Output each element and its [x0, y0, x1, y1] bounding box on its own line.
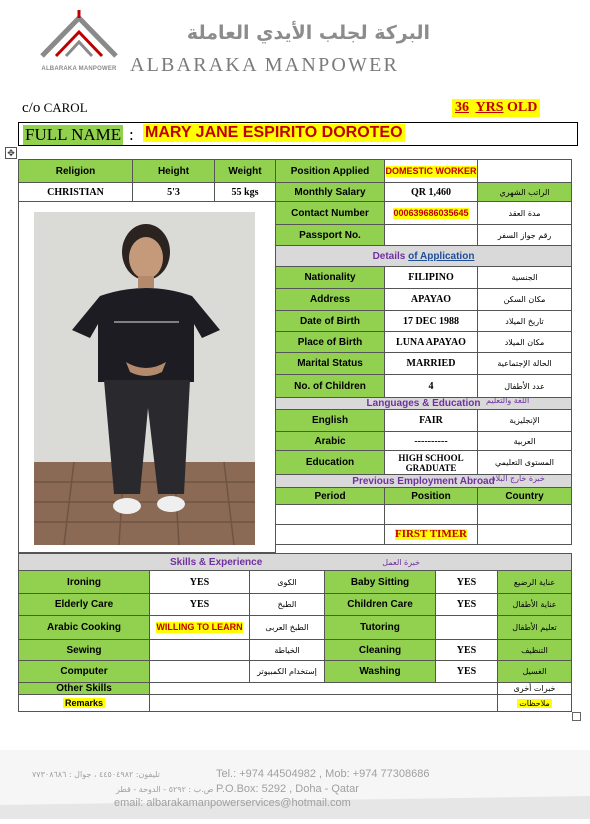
care-of-name: CAROL	[43, 100, 88, 115]
skill-washing-value: YES	[435, 660, 498, 683]
address-value: APAYAO	[384, 288, 478, 311]
position-applied-ar-cell	[477, 159, 572, 183]
education-label: Education	[275, 450, 385, 475]
nationality-ar: الجنسية	[477, 266, 572, 289]
skill-tutoring-label: Tutoring	[324, 615, 436, 640]
date-of-birth-value: 17 DEC 1988	[384, 310, 478, 332]
arabic-label: Arabic	[275, 431, 385, 451]
passport-ar: رقم جواز السفر	[477, 224, 572, 246]
skill-cleaning-value: YES	[435, 639, 498, 661]
skill-ironing-value: YES	[149, 570, 250, 594]
skill-cleaning-ar: التنظيف	[497, 639, 572, 661]
english-value: FAIR	[384, 409, 478, 432]
company-name-arabic: البركة لجلب الأيدي العاملة	[186, 22, 430, 44]
languages-header-label: Languages & Education	[366, 398, 481, 409]
details-header-suffix: of Application	[408, 250, 475, 262]
willing-to-learn-note: WILLING TO LEARN	[156, 622, 243, 632]
skill-washing-ar: الغسيل	[497, 660, 572, 683]
place-of-birth-ar: مكان الميلاد	[477, 331, 572, 353]
skill-children-care-label: Children Care	[324, 593, 436, 616]
skill-baby-sitting-value: YES	[435, 570, 498, 594]
marital-status-ar: الحالة الإجتماعية	[477, 352, 572, 375]
first-timer-note: FIRST TIMER	[394, 528, 468, 540]
footer-po: P.O.Box: 5292 , Doha - Qatar	[216, 783, 359, 795]
education-ar: المستوى التعليمي	[477, 450, 572, 475]
employment-period-1	[275, 504, 385, 525]
religion-value: CHRISTIAN	[18, 182, 133, 202]
country-column-header: Country	[477, 487, 572, 505]
skill-baby-sitting-label: Baby Sitting	[324, 570, 436, 594]
skill-tutoring-ar: تعليم الأطفال	[497, 615, 572, 640]
marital-status-label: Marital Status	[275, 352, 385, 375]
skill-sewing-value	[149, 639, 250, 661]
weight-value: 55 kgs	[214, 182, 276, 202]
nationality-value: FILIPINO	[384, 266, 478, 289]
footer-arabic-phone: تليفون: ٤٤٥٠٤٩٨٢ ، جوال : ٧٧٣٠٨٦٨٦	[32, 770, 160, 779]
age-unit: YRS	[475, 100, 504, 115]
remarks-value	[149, 694, 498, 712]
arabic-value: ----------	[384, 431, 478, 451]
skills-header-label: Skills & Experience	[170, 556, 263, 568]
skill-elderly-care-ar: الطبخ	[249, 593, 325, 616]
address-ar: مكان السكن	[477, 288, 572, 311]
skills-header	[18, 553, 572, 571]
employment-header-ar: خبرة خارج البلاد	[492, 474, 545, 483]
age-number: 36	[455, 100, 469, 115]
weight-label: Weight	[214, 159, 276, 183]
skill-children-care-ar: عناية الأطفال	[497, 593, 572, 616]
age-badge	[452, 99, 540, 117]
period-column-header: Period	[275, 487, 385, 505]
footer-tel: Tel.: +974 44504982 , Mob: +974 77308686	[216, 768, 430, 780]
skill-elderly-care-label: Elderly Care	[18, 593, 150, 616]
skill-arabic-cooking-label: Arabic Cooking	[18, 615, 150, 640]
footer-email: email: albarakamanpowerservices@hotmail.com	[114, 797, 351, 809]
employment-country-2	[477, 524, 572, 545]
place-of-birth-label: Place of Birth	[275, 331, 385, 353]
skill-sewing-ar: الخياطة	[249, 639, 325, 661]
contact-number-label: Contact Number	[275, 201, 385, 225]
height-label: Height	[132, 159, 215, 183]
contact-number-cell	[384, 201, 478, 225]
position-applied-value: DOMESTIC WORKER	[385, 165, 477, 176]
skill-children-care-value: YES	[435, 593, 498, 616]
remarks-label: Remarks	[64, 698, 104, 708]
address-label: Address	[275, 288, 385, 311]
skill-ironing-label: Ironing	[18, 570, 150, 594]
employment-header-label: Previous Employment Abroad	[352, 475, 495, 487]
languages-header-ar: اللغة والتعليم	[486, 396, 530, 405]
other-skills-label: Other Skills	[18, 682, 150, 695]
move-handle-icon[interactable]: ✥	[5, 147, 17, 159]
skill-computer-label: Computer	[18, 660, 150, 683]
skill-tutoring-value	[435, 615, 498, 640]
employment-country-1	[477, 504, 572, 525]
age-suffix: OLD	[507, 100, 538, 115]
care-of-prefix: c/o	[22, 100, 41, 116]
employment-position-1	[384, 504, 478, 525]
skill-ironing-ar: الكوى	[249, 570, 325, 594]
skill-computer-value	[149, 660, 250, 683]
company-logo	[36, 10, 122, 72]
monthly-salary-label: Monthly Salary	[275, 182, 385, 202]
skill-arabic-cooking-ar: الطبخ العربى	[249, 615, 325, 640]
remarks-label-cell	[18, 694, 150, 712]
details-header-prefix: Details	[372, 250, 406, 262]
position-applied-label: Position Applied	[275, 159, 385, 183]
remarks-ar: ملاحظات	[519, 698, 550, 708]
full-name-value: MARY JANE ESPIRITO DOROTEO	[145, 124, 403, 141]
skill-elderly-care-value: YES	[149, 593, 250, 616]
skills-header-ar: خبرة العمل	[382, 557, 420, 567]
other-skills-ar: خبرات أخرى	[497, 682, 572, 695]
logo-subtitle: ALBARAKA MANPOWER	[41, 66, 117, 72]
skill-computer-ar: إستخدام الكمبيوتر	[249, 660, 325, 683]
passport-value	[384, 224, 478, 246]
no-of-children-label: No. of Children	[275, 374, 385, 398]
height-value: 5'3	[132, 182, 215, 202]
arabic-ar: العربية	[477, 431, 572, 451]
date-of-birth-ar: تاريخ الميلاد	[477, 310, 572, 332]
employment-period-2	[275, 524, 385, 545]
footer-arabic-po: ص.ب : ٥٢٩٢ - الدوحة - قطر	[116, 785, 214, 794]
candidate-photo	[34, 212, 255, 545]
skill-arabic-cooking-value	[149, 615, 250, 640]
contact-number-ar: مدة العقد	[477, 201, 572, 225]
skill-sewing-label: Sewing	[18, 639, 150, 661]
resize-handle[interactable]	[572, 712, 581, 721]
no-of-children-value: 4	[384, 374, 478, 398]
full-name-colon: :	[129, 125, 134, 144]
details-header	[275, 245, 572, 267]
no-of-children-ar: عدد الأطفال	[477, 374, 572, 398]
nationality-label: Nationality	[275, 266, 385, 289]
date-of-birth-label: Date of Birth	[275, 310, 385, 332]
full-name-label: FULL NAME	[25, 125, 122, 144]
passport-label: Passport No.	[275, 224, 385, 246]
contact-number-value: 000639686035645	[393, 207, 469, 218]
skill-baby-sitting-ar: عناية الرضيع	[497, 570, 572, 594]
place-of-birth-value: LUNA APAYAO	[384, 331, 478, 353]
skill-washing-label: Washing	[324, 660, 436, 683]
full-name-row	[18, 122, 578, 146]
english-label: English	[275, 409, 385, 432]
marital-status-value: MARRIED	[384, 352, 478, 375]
employment-position-2	[384, 524, 478, 545]
monthly-salary-value: QR 1,460	[384, 182, 478, 202]
logo-roof-icon	[36, 10, 122, 66]
position-applied-cell	[384, 159, 478, 183]
skill-cleaning-label: Cleaning	[324, 639, 436, 661]
position-column-header: Position	[384, 487, 478, 505]
monthly-salary-ar: الراتب الشهري	[477, 182, 572, 202]
remarks-ar-cell	[497, 694, 572, 712]
company-name-english: ALBARAKA MANPOWER	[130, 54, 400, 76]
care-of	[22, 100, 88, 117]
religion-label: Religion	[18, 159, 133, 183]
education-value: HIGH SCHOOL GRADUATE	[384, 450, 478, 475]
english-ar: الإنجليزية	[477, 409, 572, 432]
